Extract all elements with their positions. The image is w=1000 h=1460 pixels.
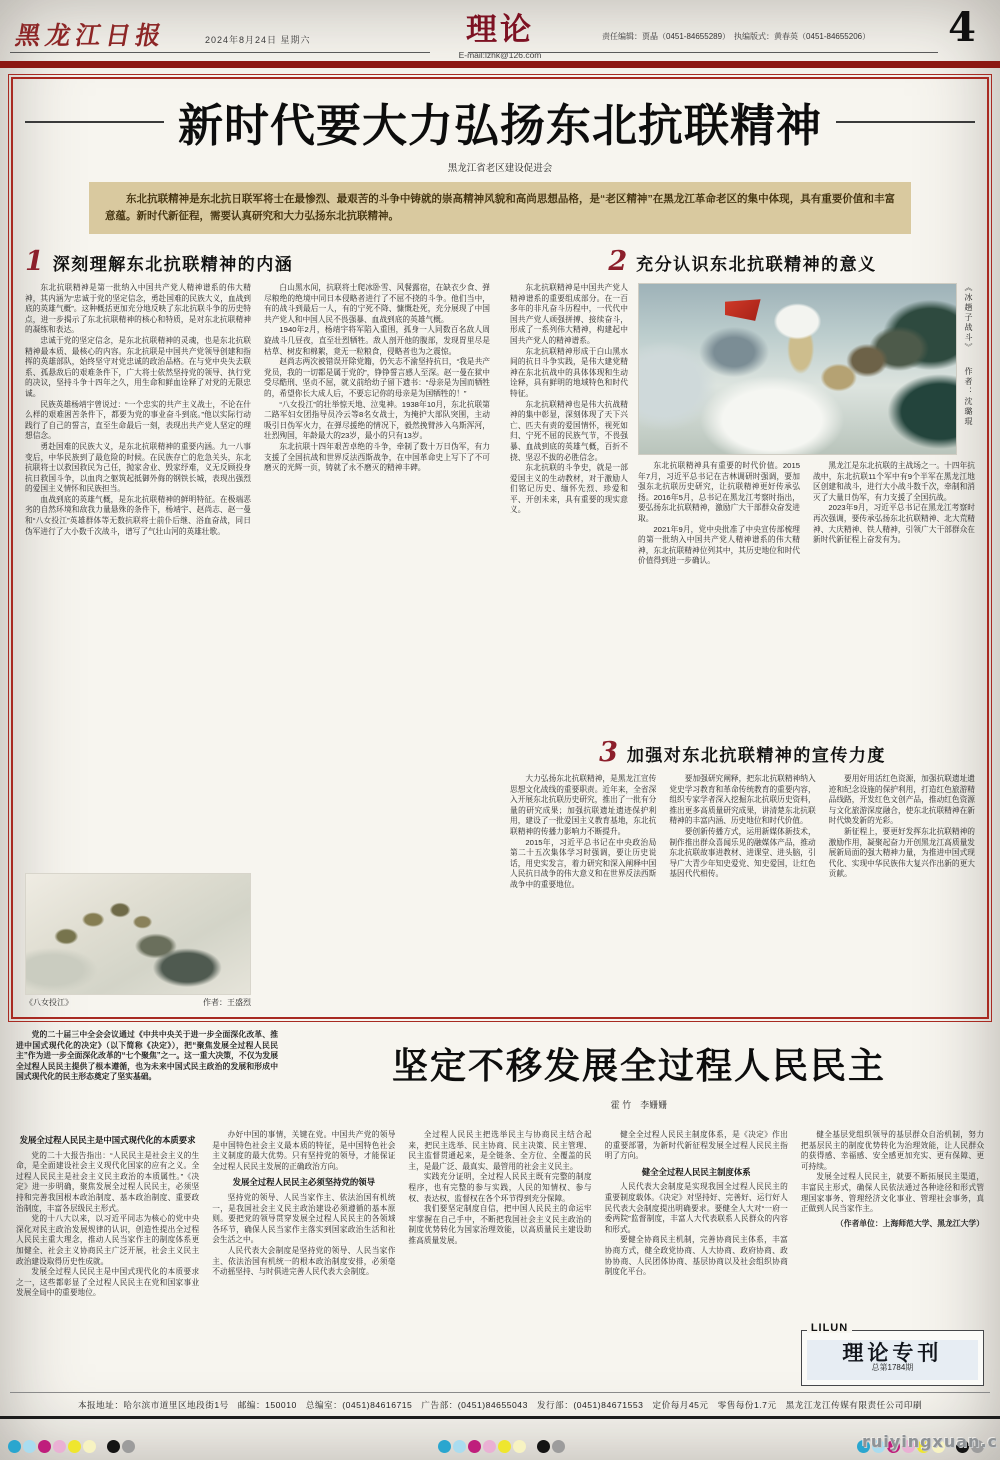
- headline-rule-right: [836, 121, 975, 123]
- color-dot: [68, 1440, 81, 1453]
- color-dot: [453, 1440, 466, 1453]
- article-columns: [25, 244, 975, 1009]
- painting-caption: [25, 998, 251, 1009]
- section-2-right: [638, 283, 975, 735]
- color-dot: [23, 1440, 36, 1453]
- color-dot: [483, 1440, 496, 1453]
- body-paragraph: 发展全过程人民民主是中国式现代化的本质要求之一，这些都彰显了全过程人民民主在党和国家事业发展全局中的重要地位。: [16, 1267, 200, 1298]
- lilun-issue: 总第1784期: [871, 1363, 914, 1373]
- subhead: 发展全过程人民民主是中国式现代化的本质要求: [19, 1135, 196, 1145]
- body-paragraph: 1940年2月，杨靖宇将军陷入重围，孤身一人同数百名敌人周旋战斗几昼夜，直至壮烈牺牲。敌人剖开他的腹部，发现胃里尽是枯草、树皮和棉絮，竟无一粒粮食，侵略者也为之震惊。: [264, 325, 490, 356]
- watermark: ruiyingxuan.c: [862, 1432, 998, 1451]
- body-paragraph: 新征程上，要更好发挥东北抗联精神的激励作用，凝聚起奋力开创黑龙江高质量发展新局面的强大精神力量，为推进中国式现代化、实现中华民族伟大复兴作出新的更大贡献。: [828, 826, 975, 879]
- painting-image: [638, 283, 957, 455]
- section-3-title: 加强对东北抗联精神的宣传力度: [626, 746, 886, 765]
- color-dot: [53, 1440, 66, 1453]
- painting-author: 作者：王盛烈: [203, 998, 251, 1008]
- divider-bar: [0, 61, 1000, 68]
- print-color-marks-left: [8, 1440, 137, 1453]
- second-byline: 霍 竹 李姗姗: [610, 1100, 668, 1110]
- column: [813, 461, 975, 735]
- color-dot: [498, 1440, 511, 1453]
- body-paragraph: 东北抗联精神是第一批纳入中国共产党人精神谱系的伟大精神，其内涵为“忠诚于党的坚定信念，勇赴国难的民族大义，血战到底的英雄气概”。这种概括更加充分地反映了东北抗联斗争的历史特点，进一步揭示了东北抗联精神的核心和特质，是对东北抗联精神的凝练和表达。: [25, 283, 251, 335]
- color-dot: [513, 1440, 526, 1453]
- main-headline: 新时代要大力弘扬东北抗联精神: [178, 100, 823, 151]
- body-paragraph: 办好中国的事情，关键在党。中国共产党的领导是中国特色社会主义最本质的特征，是中国特色社会主义制度的最大优势。只有坚持党的领导，才能保证全过程人民民主发展的正确政治方向。: [212, 1130, 396, 1171]
- section-2-number: 2: [608, 246, 628, 277]
- intro-column: [16, 1030, 278, 1124]
- body-paragraph: 东北抗联精神也是伟大抗战精神的集中彰显，深刻体现了天下兴亡、匹夫有责的爱国情怀，视死如归、宁死不屈的民族气节，不畏强暴、血战到底的英雄气概，百折不挠、坚忍不拔的必胜信念。: [510, 399, 628, 462]
- column: [510, 774, 656, 1009]
- body-paragraph: “八女投江”的壮举惊天地、泣鬼神。1938年10月，东北抗联第二路军妇女团指导员冷云等8名女战士，为掩护大部队突围，主动吸引日伪军火力，在弹尽援绝的情况下，毅然挽臂涉入乌斯浑河，壮烈殉国，年龄最大的23岁，最小的只有13岁。: [264, 399, 490, 441]
- column: [16, 1130, 199, 1386]
- color-dot: [38, 1440, 51, 1453]
- color-dot: [468, 1440, 481, 1453]
- editor-line: 责任编辑：贾晶（0451-84655289） 执编版式：黄春英（0451-84655206）: [602, 32, 871, 41]
- main-article-frame: [8, 74, 992, 1022]
- print-color-marks-center: [438, 1440, 567, 1453]
- section-2-title: 充分认识东北抗联精神的意义: [636, 255, 877, 274]
- color-dot: [107, 1440, 120, 1453]
- section-1-heading: [25, 246, 490, 277]
- column: [801, 1130, 984, 1386]
- body-paragraph: 2021年9月，党中央批准了中央宣传部梳理的第一批纳入中国共产党人精神谱系的伟大精神，东北抗联精神位列其中，其历史地位和时代价值得到进一步确认。: [638, 524, 800, 566]
- section-3-heading: [510, 737, 975, 768]
- body-paragraph: 要加强研究阐释，把东北抗联精神纳入党史学习教育和革命传统教育的重要内容，组织专家学者深入挖掘东北抗联历史资料，推出更多高质量研究成果，讲清楚东北抗联精神的丰富内涵、历史地位和时代价值。: [669, 774, 816, 826]
- section-2-3: [510, 244, 975, 1009]
- body-paragraph: 要创新传播方式，运用新媒体新技术，制作推出群众喜闻乐见的融媒体产品，推动东北抗联故事进教材、进课堂、进头脑，引导广大青少年知史爱党、知史爱国，让红色基因代代相传。: [669, 826, 816, 879]
- painting-image: [25, 873, 251, 995]
- section-2-heading: [510, 246, 975, 277]
- body-paragraph: 全过程人民民主把选举民主与协商民主结合起来，把民主选举、民主协商、民主决策、民主管理、民主监督贯通起来，是全链条、全方位、全覆盖的民主，是最广泛、最真实、最管用的社会主义民主。: [408, 1130, 592, 1171]
- column: [829, 774, 975, 1009]
- headline-rule-left: [25, 121, 164, 123]
- body-paragraph: 党的二十大报告指出：“人民民主是社会主义的生命，是全面建设社会主义现代化国家的应有之义。全过程人民民主是社会主义民主政治的本质属性。”《决定》进一步明确，聚焦发展全过程人民民主，必须坚持和完善我国根本政治制度、基本政治制度、重要政治制度，丰富各层级民主形式。: [16, 1150, 200, 1213]
- subhead: 发展全过程人民民主必须坚持党的领导: [232, 1177, 375, 1188]
- section-1: [25, 244, 490, 1009]
- body-paragraph: 东北抗联精神形成于白山黑水间的抗日斗争实践，是伟大建党精神在东北抗战中的具体体现和生动诠释，具有鲜明的地域特色和时代特征。: [510, 346, 628, 398]
- body-paragraph: 东北抗联精神是中国共产党人精神谱系的重要组成部分。在一百多年的非凡奋斗历程中，一代代中国共产党人顽强拼搏、接续奋斗，形成了一系列伟大精神，构建起中国共产党人的精神谱系。: [510, 283, 628, 345]
- column: [605, 1130, 788, 1386]
- body-paragraph: 白山黑水间，抗联将士爬冰卧雪、风餐露宿，在缺衣少食、弹尽粮绝的绝境中同日本侵略者进行了不屈不挠的斗争。他们当中，有的战斗到最后一人，有的宁死不降、慷慨赴死，充分展现了中国共产党人和中国人民不畏强暴、血战到底的英雄气概。: [264, 283, 490, 324]
- color-dot: [537, 1440, 550, 1453]
- red-flag-icon: [725, 299, 761, 323]
- body-paragraph: 人民代表大会制度是坚持党的领导、人民当家作主、依法治国有机统一的根本政治制度安排，必须毫不动摇坚持、与时俱进完善人民代表大会制度。: [212, 1245, 396, 1277]
- body-paragraph: 东北抗联的斗争史，就是一部爱国主义的生动教材，对于激励人们铭记历史、缅怀先烈、珍爱和平、开创未来，具有重要的现实意义。: [510, 463, 628, 515]
- color-dot: [83, 1440, 96, 1453]
- body-paragraph: 要健全协商民主机制，完善协商民主体系，丰富协商方式，健全政党协商、人大协商、政府协商、政协协商、人民团体协商、基层协商以及社会组织协商制度化平台。: [604, 1235, 788, 1277]
- column: [25, 283, 251, 1009]
- author-unit: （作者单位：上海师范大学、黑龙江大学）: [835, 1218, 985, 1228]
- body-paragraph: 黑龙江是东北抗联的主战场之一。十四年抗战中，东北抗联11个军中有9个半军在黑龙江地区创建和战斗，进行大小战斗数千次，牵制和消灭了大量日伪军，有力支援了全国抗战。: [813, 461, 975, 502]
- email-line: E-mail:lzhk@126.com: [458, 50, 542, 60]
- column: [264, 283, 490, 1009]
- page-number: 4: [948, 4, 976, 51]
- body-paragraph: 赵尚志两次被错误开除党籍，仍矢志不渝坚持抗日，“我是共产党员，我的一切都是属于党的”，铮铮誓言感人至深。赵一曼在狱中受尽酷刑、坚贞不屈，就义前给幼子留下遗书：“母亲是为国而牺牲的，希望你长大成人后，不要忘记你的母亲是为国牺牲的！”: [264, 357, 490, 398]
- body-paragraph: 坚持党的领导、人民当家作主、依法治国有机统一，是我国社会主义民主政治建设必须遵循的基本原则。要把党的领导贯穿发展全过程人民民主的各领域各环节，确保人民当家作主落实到国家政治生活和社会生活之中。: [212, 1192, 396, 1245]
- painting-banv-toujiang: [25, 873, 251, 1009]
- headline-row: [25, 89, 975, 154]
- column: [638, 461, 800, 735]
- main-byline: 黑龙江省老区建设促进会: [447, 163, 553, 174]
- painting-title: 《八女投江》: [25, 998, 73, 1008]
- header-rule-left: [10, 52, 430, 53]
- body-paragraph: 人民代表大会制度是实现我国全过程人民民主的重要制度载体。《决定》对坚持好、完善好、运行好人民代表大会制度提出明确要求。要健全人大对“一府一委两院”监督制度，丰富人大代表联系人民群众的内容和形式。: [604, 1182, 788, 1234]
- section-title: 理论: [466, 12, 534, 48]
- column: [510, 283, 628, 735]
- footer-rule-bottom: [0, 1416, 1000, 1419]
- painting-author: 作者：沈璐琨: [964, 367, 973, 427]
- painting-bingtangzi: [638, 283, 975, 455]
- body-paragraph: 党的二十届三中全会会议通过《中共中央关于进一步全面深化改革、推进中国式现代化的决定》（以下简称《决定》），把“聚焦发展全过程人民民主”作为进一步全面深化改革的“七个聚焦”之一。这一重大决策，不仅为发展全过程人民民主提供了根本遵循，也为未来中国式民主政治的发展和形成中国式现代化的民主形态奠定了坚实基础。: [16, 1030, 278, 1082]
- body-paragraph: 我们要坚定制度自信，把中国人民民主的命运牢牢掌握在自己手中，不断把我国社会主义民主政治的制度优势转化为国家治理效能，以高质量民主建设助推高质量发展。: [408, 1204, 592, 1245]
- header-rule-right: [468, 52, 938, 53]
- section-1-title: 深刻理解东北抗联精神的内涵: [52, 255, 294, 274]
- color-dot: [8, 1440, 21, 1453]
- section-3-number: 3: [599, 737, 618, 768]
- date-line: 2024年8月24日 星期六: [205, 35, 311, 45]
- masthead: 黑龙江日报: [13, 21, 169, 50]
- subhead: 健全全过程人民民主制度体系: [641, 1166, 751, 1177]
- color-dot: [438, 1440, 451, 1453]
- lilun-label: LILUN: [807, 1323, 852, 1334]
- section-1-number: 1: [25, 246, 44, 277]
- column: [212, 1130, 395, 1386]
- body-paragraph: 健全全过程人民民主制度体系，是《决定》作出的重要部署，为新时代新征程发展全过程人民民主指明了方向。: [604, 1130, 788, 1161]
- footer-info: 本报地址：哈尔滨市道里区地段街1号 邮编：150010 总编室：(0451)84616715 广告部：(0451)84655043 发行部：(0451)84671553 定价每月45元 零售每份1.7元 黑龙江龙江传媒有限责任公司印刷: [77, 1400, 923, 1410]
- body-paragraph: 忠诚于党的坚定信念，是东北抗联精神的灵魂，也是东北抗联精神最本质、最核心的内容。东北抗联是中国共产党领导创建和指挥的英雄部队，始终坚守对党忠诚的政治品格。在与党中央失去联系、孤悬敌后的艰难条件下，广大将士依然坚持党的领导、执行党的决议，坚持斗争十四年之久，用生命和鲜血诠释了对党的无限忠诚。: [25, 335, 251, 398]
- column: [669, 774, 815, 1009]
- color-dot: [552, 1440, 565, 1453]
- page-header: [0, 0, 1000, 60]
- body-paragraph: 2015年，习近平总书记在中央政治局第二十五次集体学习时强调，要让历史说话，用史实发言，着力研究和深入阐释中国人民抗日战争的伟大意义和在世界反法西斯战争中的重要地位。: [510, 837, 657, 889]
- lilun-title: 理论专刊: [842, 1339, 943, 1365]
- second-headline-block: [294, 1030, 984, 1124]
- body-paragraph: 要用好用活红色资源，加强抗联遗址遗迹和纪念设施的保护利用，打造红色旅游精品线路，开发红色文创产品，推动红色资源与文化旅游深度融合，使东北抗联精神在新时代焕发新的光彩。: [828, 774, 975, 826]
- body-paragraph: 东北抗联精神具有重要的时代价值。2015年7月，习近平总书记在吉林调研时强调，要加强东北抗联历史研究，让抗联精神更好传承弘扬。2016年5月，总书记在黑龙江考察时指出，要弘扬东北抗联精神，激励广大干部群众奋发进取。: [638, 461, 800, 523]
- second-headline: 坚定不移发展全过程人民民主: [391, 1045, 886, 1086]
- body-paragraph: 党的十八大以来，以习近平同志为核心的党中央深化对民主政治发展规律的认识，创造性提出全过程人民民主重大理念，推动人民当家作主的制度体系更加健全、社会主义协商民主广泛开展，社会主义民主政治建设取得历史性成就。: [16, 1214, 200, 1266]
- body-paragraph: 发展全过程人民民主，就要不断拓展民主渠道，丰富民主形式，确保人民依法通过各种途径和形式管理国家事务、管理经济文化事业、管理社会事务，真正做到人民当家作主。: [800, 1172, 985, 1214]
- body-paragraph: 勇赴国难的民族大义，是东北抗联精神的重要内涵。九一八事变后，中华民族到了最危险的时候。在民族存亡的危急关头，东北抗联将士以救国救民为己任，抛家舍业、毁家纾难，义无反顾投身抗日救国斗争，以血肉之躯筑起抵御外侮的钢铁长城，表现出强烈的爱国主义情怀和民族担当。: [25, 441, 251, 494]
- lilun-box: [801, 1321, 984, 1386]
- color-dot: [122, 1440, 135, 1453]
- body-paragraph: 大力弘扬东北抗联精神，是黑龙江宣传思想文化战线的重要职责。近年来，全省深入开展东北抗联历史研究，推出了一批有分量的研究成果；加强抗联遗址遗迹保护利用，建设了一批爱国主义教育基地，东北抗联精神的传播力影响力不断提升。: [510, 774, 657, 836]
- lilun-inner: [807, 1340, 978, 1380]
- body-paragraph: 民族英雄杨靖宇曾说过：“一个忠实的共产主义战士，不论在什么样的艰难困苦条件下，都要为党的事业奋斗到底。”他以实际行动践行了自己的誓言，直至生命最后一刻，表现出共产党人坚定的理想信念。: [25, 399, 251, 441]
- painting-caption-vertical: [962, 283, 975, 453]
- main-article: [11, 77, 989, 1019]
- column: [408, 1130, 591, 1386]
- second-article: [16, 1030, 984, 1386]
- body-paragraph: 东北抗联十四年艰苦卓绝的斗争，牵制了数十万日伪军，有力支援了全国抗战和世界反法西斯战争，在中国革命史上写下了不可磨灭的光辉一页，铸就了永不磨灭的精神丰碑。: [264, 441, 490, 473]
- summary-box: 东北抗联精神是东北抗日联军将士在最惨烈、最艰苦的斗争中铸就的崇高精神风貌和高尚思想品格，是“老区精神”在黑龙江革命老区的集中体现，具有重要价值和丰富意蕴。新时代新征程，需要认真研究和大力弘扬东北抗联精神。: [89, 182, 911, 234]
- body-paragraph: 健全基层党组织领导的基层群众自治机制，努力把基层民主的制度优势转化为治理效能，让人民群众的获得感、幸福感、安全感更加充实、更有保障、更可持续。: [800, 1130, 985, 1171]
- body-paragraph: 血战到底的英雄气概，是东北抗联精神的鲜明特征。在极端恶劣的自然环境和敌我力量悬殊的条件下，杨靖宇、赵尚志、赵一曼和“八女投江”英雄群体等无数抗联将士前仆后继、浴血奋战，同日伪军进行了大小数千次战斗，谱写了气壮山河的英雄壮歌。: [25, 494, 251, 536]
- body-paragraph: 实践充分证明，全过程人民民主既有完整的制度程序，也有完整的参与实践，人民的知情权、参与权、表达权、监督权在各个环节得到充分保障。: [408, 1172, 592, 1203]
- body-paragraph: 2023年9月，习近平总书记在黑龙江考察时再次强调，要传承弘扬东北抗联精神、北大荒精神、大庆精神、铁人精神，引领广大干部群众在新时代新征程上奋发有为。: [813, 503, 975, 545]
- painting-title: 《冰趟子战斗》: [964, 283, 973, 353]
